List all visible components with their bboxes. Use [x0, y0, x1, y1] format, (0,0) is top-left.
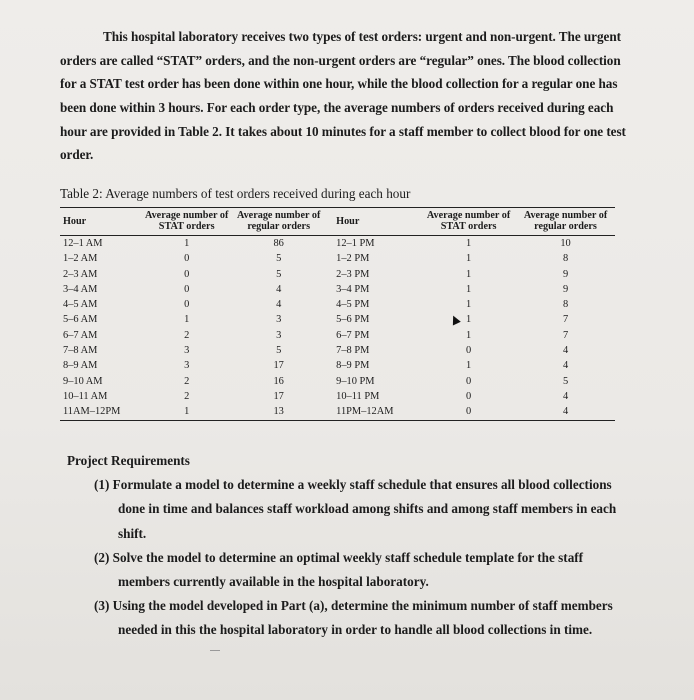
cell-stat-am: 1 — [184, 238, 190, 249]
requirement-item-2: (2) Solve the model to determine an optimal weekly staff schedule template for the staff members currently available in the hospital laboratory. — [94, 549, 584, 590]
table-caption: Table 2: Average numbers of test orders received during each hour — [60, 186, 411, 201]
cell-stat-am: 2 — [184, 390, 190, 402]
table-header-row — [60, 208, 615, 236]
cell-hour-pm: 9–10 PM — [336, 375, 375, 387]
cell-hour-am: 11AM–12PM — [63, 406, 121, 418]
cell-hour-pm: 12–1 PM — [336, 238, 375, 249]
cell-regular-pm: 7 — [562, 329, 569, 341]
cell-regular-pm: 10 — [560, 238, 571, 249]
cell-regular-pm: 7 — [562, 314, 569, 326]
cell-stat-am: 1 — [184, 314, 190, 326]
cell-regular-pm: 9 — [562, 268, 569, 280]
cell-hour-pm: 3–4 PM — [336, 283, 370, 295]
cell-hour-am: 1–2 AM — [63, 253, 98, 265]
cell-regular-am: 5 — [276, 268, 282, 280]
cell-regular-am: 4 — [276, 283, 282, 295]
cell-hour-am: 3–4 AM — [63, 283, 98, 295]
cell-hour-pm: 8–9 PM — [336, 360, 370, 372]
cell-hour-pm: 4–5 PM — [336, 299, 370, 311]
cell-stat-pm: 1 — [466, 283, 472, 295]
cell-hour-pm: 11PM–12AM — [336, 406, 394, 418]
cell-regular-am: 17 — [273, 360, 284, 372]
mouse-cursor-icon: ▲ — [445, 309, 466, 331]
cell-regular-pm: 9 — [562, 283, 569, 295]
table-row — [60, 297, 615, 312]
cell-stat-pm: 0 — [466, 390, 472, 402]
stray-mark — [210, 650, 220, 651]
cell-hour-pm: 7–8 PM — [336, 345, 370, 357]
cell-regular-am: 17 — [273, 390, 284, 402]
cell-regular-pm: 4 — [562, 406, 569, 418]
cell-hour-am: 5–6 AM — [63, 314, 98, 326]
cell-stat-am: 0 — [184, 253, 190, 265]
header-hour-am: Hour — [63, 215, 87, 227]
header-stat-pm: Average number of STAT orders — [426, 210, 511, 232]
requirement-item-3: (3) Using the model developed in Part (a), determine the minimum number of staff members needed in this the hospital laboratory in order to handle all blood collections in time. — [94, 598, 613, 638]
cell-stat-pm: 1 — [466, 314, 472, 326]
table-row — [60, 251, 615, 266]
table-row — [60, 404, 615, 420]
cell-stat-am: 3 — [184, 345, 190, 357]
cell-stat-am: 3 — [184, 360, 190, 372]
cell-hour-am: 8–9 AM — [63, 360, 98, 372]
cell-regular-pm: 4 — [562, 390, 569, 402]
header-stat-am: Average number of STAT orders — [144, 210, 229, 232]
cell-stat-pm: 1 — [466, 299, 472, 311]
cell-regular-pm: 8 — [562, 299, 569, 311]
cell-stat-pm: 1 — [466, 238, 472, 249]
cell-stat-pm: 0 — [466, 345, 472, 357]
cell-hour-am: 6–7 AM — [63, 329, 98, 341]
cell-hour-pm: 6–7 PM — [336, 329, 370, 341]
cell-stat-am: 0 — [184, 283, 190, 295]
orders-table — [60, 207, 615, 421]
table-row — [60, 374, 615, 389]
cell-hour-am: 7–8 AM — [63, 345, 98, 357]
intro-paragraph: This hospital laboratory receives two types of test orders: urgent and non-urgent. The urgent orders are called “STAT” orders, and the non-urgent orders are “regular” ones. The blood collection for a STAT test order has been done within one hour, while the blood collection for a regular one has been done within 3 hours. For each order type, the average numbers of orders received during each hour are provided in Table 2. It takes about 10 minutes for a staff member to collect blood for one test order. — [60, 29, 626, 163]
cell-stat-am: 2 — [184, 329, 190, 341]
table-row — [60, 236, 615, 252]
cell-hour-am: 10–11 AM — [63, 390, 108, 402]
cell-regular-am: 86 — [273, 238, 284, 249]
cell-hour-am: 4–5 AM — [63, 299, 98, 311]
cell-regular-am: 3 — [276, 329, 282, 341]
orders-table-body — [60, 236, 615, 421]
cell-regular-am: 13 — [273, 406, 284, 418]
cell-regular-am: 3 — [276, 314, 282, 326]
cell-stat-am: 1 — [184, 406, 190, 418]
requirements-title: Project Requirements — [67, 453, 190, 468]
cell-stat-pm: 0 — [466, 375, 472, 387]
cell-hour-am: 2–3 AM — [63, 268, 98, 280]
cell-hour-am: 12–1 AM — [63, 238, 103, 249]
table-row — [60, 358, 615, 373]
cell-stat-pm: 1 — [466, 329, 472, 341]
requirement-item-1: (1) Formulate a model to determine a weekly staff schedule that ensures all blood collections done in time and balances staff workload among shifts and among staff members in each shift. — [94, 477, 617, 541]
cell-regular-pm: 5 — [562, 375, 569, 387]
cell-hour-pm: 10–11 PM — [336, 390, 380, 402]
cell-stat-pm: 1 — [466, 253, 472, 265]
cell-stat-pm: 1 — [466, 360, 472, 372]
cell-stat-am: 2 — [184, 375, 190, 387]
cell-regular-am: 5 — [276, 345, 282, 357]
cell-regular-pm: 4 — [562, 345, 569, 357]
project-requirements — [60, 449, 630, 643]
cell-regular-pm: 8 — [562, 253, 569, 265]
cell-stat-am: 0 — [184, 268, 190, 280]
cell-stat-pm: 0 — [466, 406, 472, 418]
cell-hour-am: 9–10 AM — [63, 375, 103, 387]
table-row — [60, 343, 615, 358]
cell-hour-pm: 5–6 PM — [336, 314, 370, 326]
cell-stat-pm: 1 — [466, 268, 472, 280]
cell-regular-am: 4 — [276, 299, 282, 311]
header-regular-pm: Average number of regular orders — [523, 210, 608, 232]
table-row — [60, 312, 615, 327]
header-hour-pm: Hour — [336, 215, 360, 227]
cell-hour-pm: 2–3 PM — [336, 268, 370, 280]
cell-hour-pm: 1–2 PM — [336, 253, 370, 265]
table-row — [60, 267, 615, 282]
header-regular-am: Average number of regular orders — [236, 210, 321, 232]
cell-regular-am: 16 — [273, 375, 284, 387]
table-row — [60, 389, 615, 404]
cell-regular-am: 5 — [276, 253, 282, 265]
table-row — [60, 282, 615, 297]
cell-regular-pm: 4 — [562, 360, 569, 372]
table-row — [60, 328, 615, 343]
cell-stat-am: 0 — [184, 299, 190, 311]
